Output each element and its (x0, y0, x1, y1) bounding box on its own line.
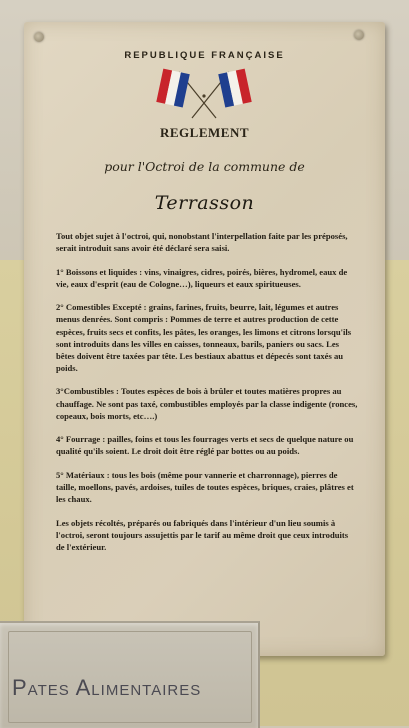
street-sign (0, 621, 260, 728)
paragraph-boissons: 1° Boissons et liquides : vins, vinaigres, cidres, poirés, bières, hydromel, eaux de vie, eaux d'esprit (eau de Cologne…), liqueurs et eaux spiritueuses. (56, 266, 348, 289)
plaque-title: REGLEMENT (159, 125, 249, 140)
paragraph-conclusion: Les objets récoltés, préparés ou fabriqués dans l'intérieur d'un lieu soumis à l'octroi, seront toujours assujettis par le tarif au même droit que ceux introduits de l'extérieur. (56, 517, 349, 552)
paragraph-intro: Tout objet sujet à l'octroi, qui, nonobstant l'interpellation faite par les préposés, serait introduit sans avoir été déclaré sera saisi. (56, 231, 348, 254)
crossed-flags-icon (154, 64, 254, 120)
regulation-text (56, 230, 358, 564)
plaque-subtitle: pour l'Octroi de la commune de (104, 159, 305, 174)
town-name: Terrasson (154, 192, 255, 214)
paragraph-combustibles: 3°Combustibles : Toutes espèces de bois à brûler et toutes matières propres au chauffage. Ne sont pas taxé, combustibles employés par la classe indigente (ronces, copeaux, bois morts, etc….) (56, 386, 358, 421)
paragraph-fourrage: 4° Fourrage : pailles, foins et tous les fourrages verts et secs de quelque nature ou qualité qu'ils soient. Le droit doit être réglé par bottes ou au poids. (56, 434, 354, 457)
screw-icon (354, 30, 364, 40)
octroi-plaque (24, 22, 385, 656)
plaque-header: REPUBLIQUE FRANÇAISE (124, 50, 285, 61)
screw-icon (34, 32, 44, 42)
paragraph-materiaux: 5° Matériaux : tous les bois (même pour vannerie et charronnage), pierres de taille, moellons, pavés, ardoises, tuiles de toutes espèces, briques, craies, plâtres et les chaux. (56, 469, 354, 505)
paragraph-comestibles: 2° Comestibles Excepté : grains, farines, fruits, beurre, lait, légumes et autres menus denrées. Sont compris : Pommes de terre et autres production de cette espèces, fruits secs et confits, les pâtes, les oranges, les limons et citrons lorsqu'ils sont introduits dans les villes en caisses, tonneaux, barils, paniers ou sacs. Les bêtes doivent être taxées par tête. Les bestiaux abattus et dépecés sont taxés au poids. (56, 302, 352, 373)
sign-text: Pates Alimentaires (12, 675, 202, 700)
